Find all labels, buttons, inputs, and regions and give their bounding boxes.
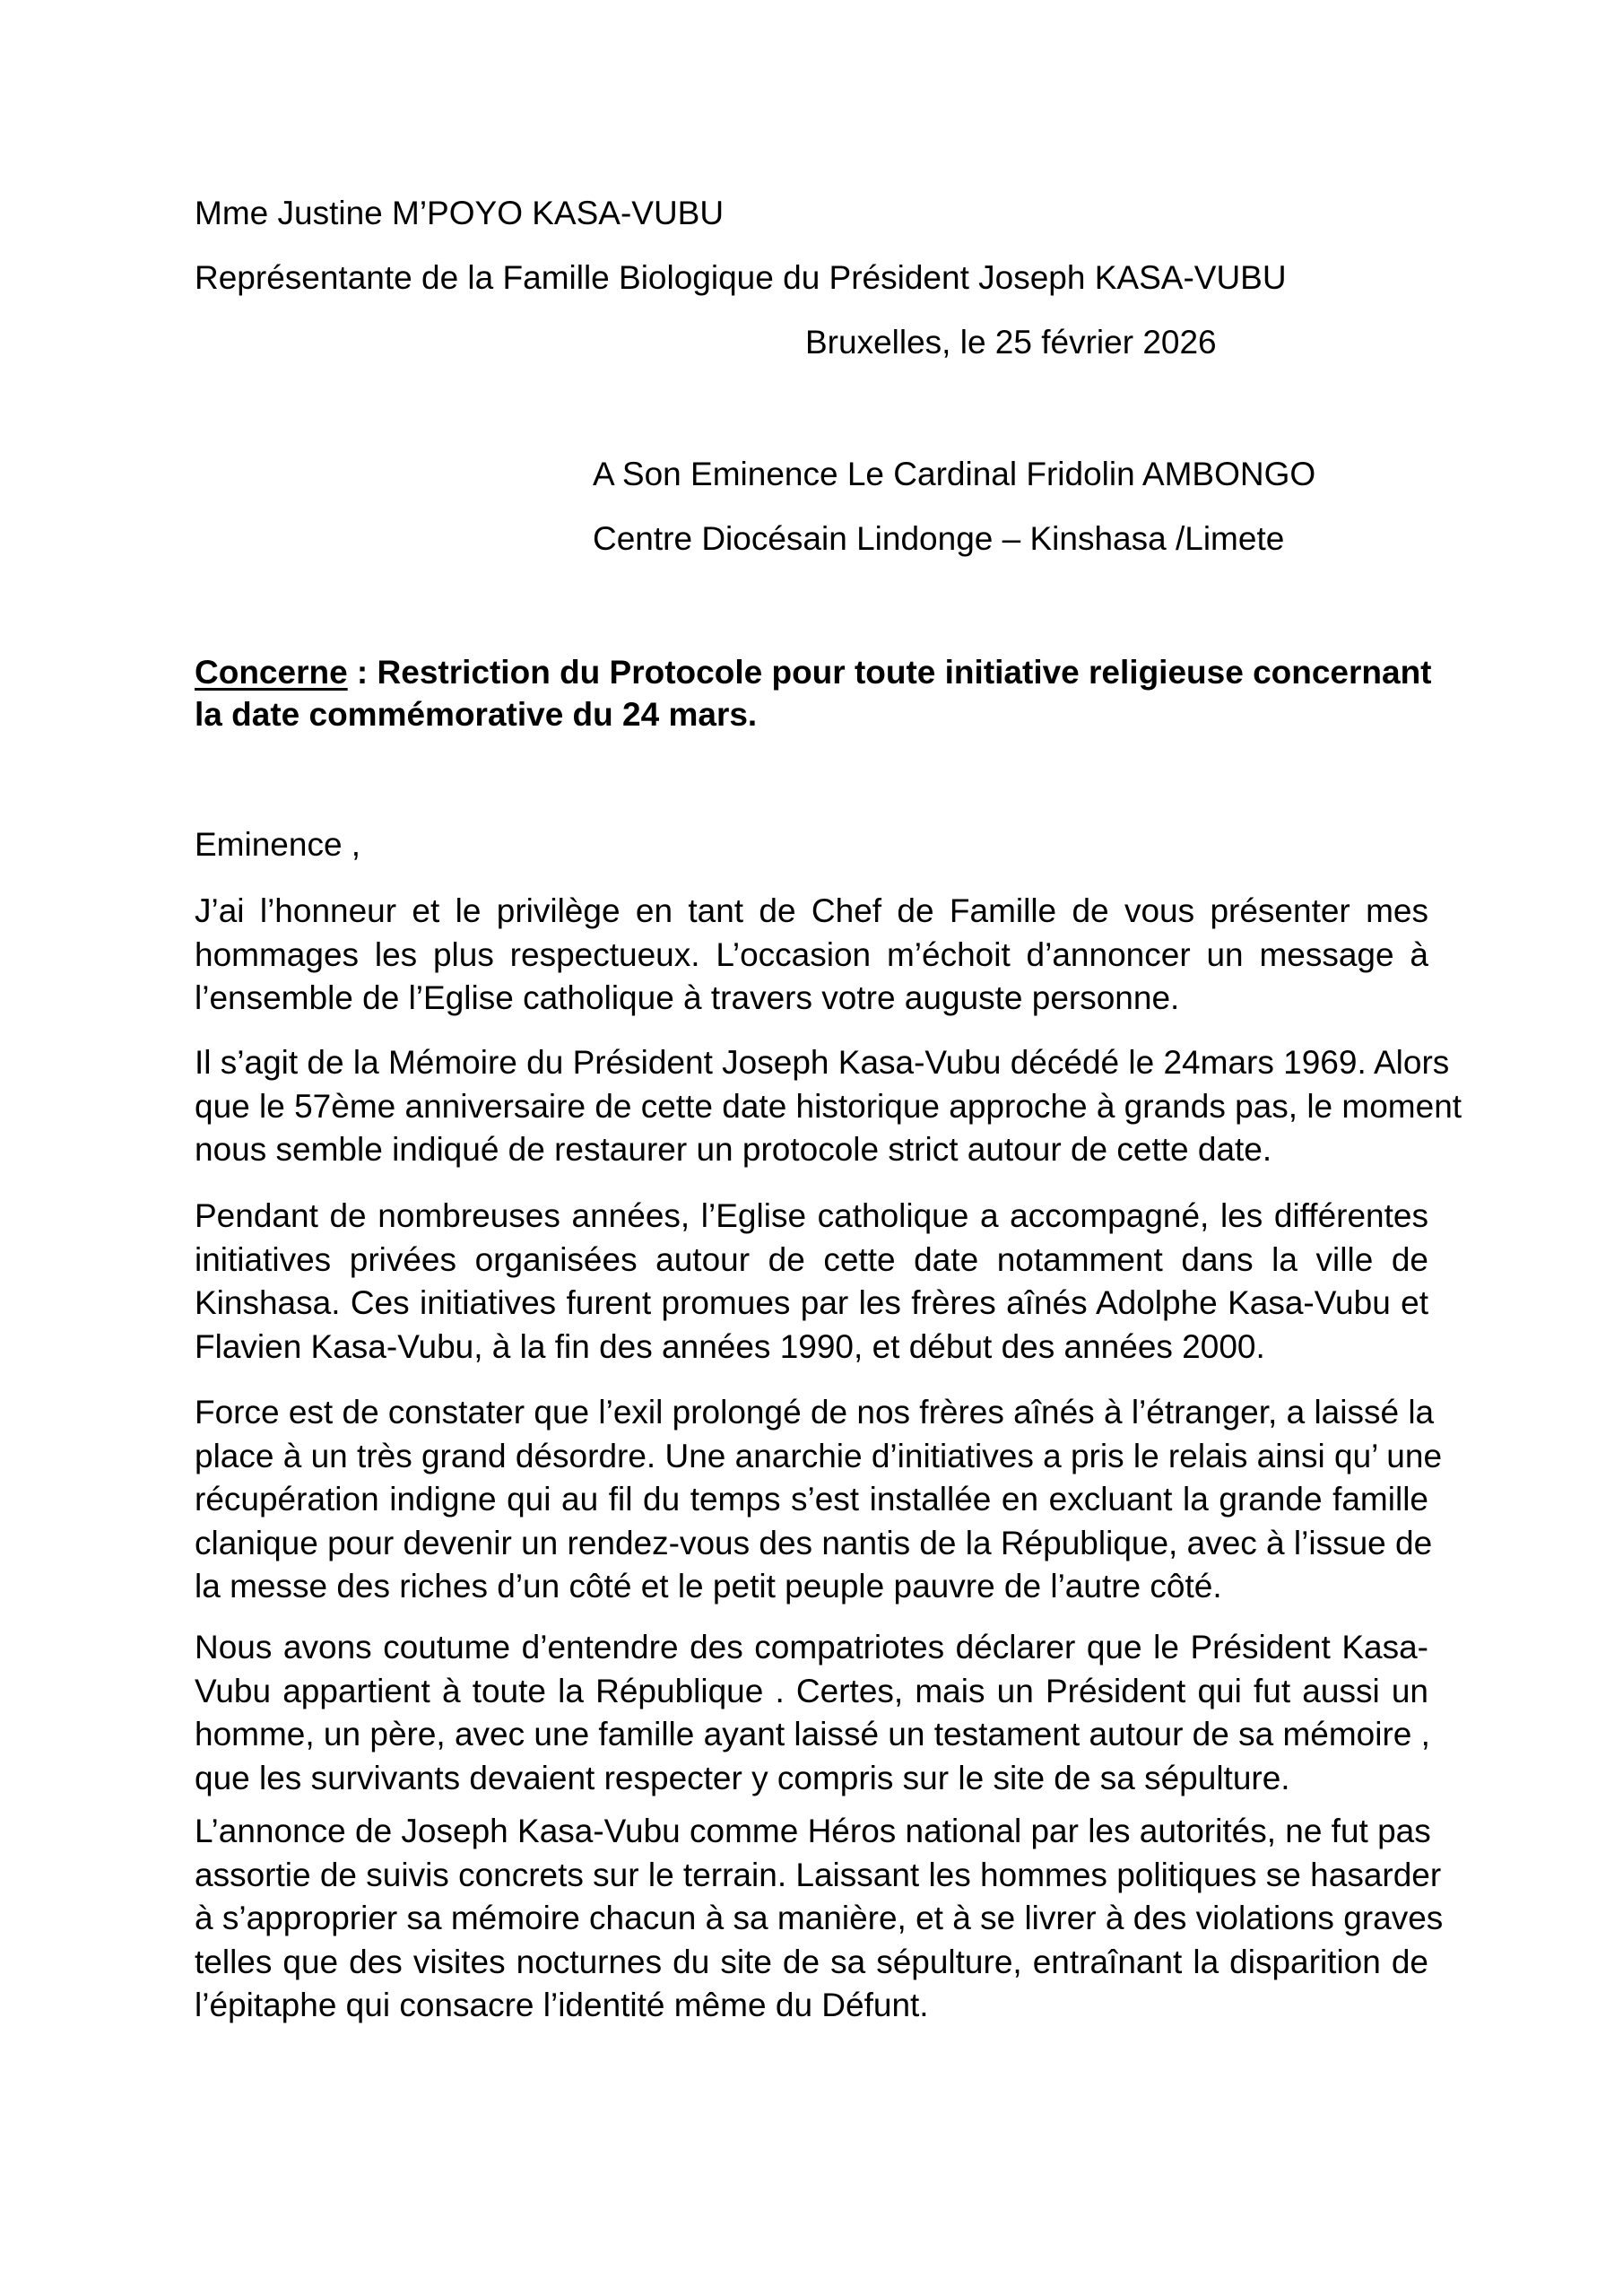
paragraph-1	[195, 890, 1428, 1021]
recipient-line-1: A Son Eminence Le Cardinal Fridolin AMBONGO	[593, 456, 1316, 492]
paragraph-line: Pendant de nombreuses années, l’Eglise catholique a accompagné, les différentes	[195, 1197, 1428, 1234]
paragraph-line: Nous avons coutume d’entendre des compatriotes déclarer que le Président Kasa-	[195, 1629, 1428, 1665]
paragraph-3	[195, 1195, 1428, 1369]
paragraph-line: Vubu appartient à toute la République . Certes, mais un Président qui fut aussi un	[195, 1672, 1428, 1709]
subject-line-2: la date commémorative du 24 mars.	[195, 696, 758, 733]
paragraph-4	[195, 1391, 1443, 1609]
subject-line-1	[195, 651, 1432, 693]
paragraph-line: homme, un père, avec une famille ayant laissé un testament autour de sa mémoire ,	[195, 1716, 1430, 1752]
paragraph-line: que les survivants devaient respecter y compris sur le site de sa sépulture.	[195, 1759, 1290, 1796]
paragraph-line: J’ai l’honneur et le privilège en tant de Chef de Famille de vous présenter mes	[195, 892, 1428, 929]
subject-text: : Restriction du Protocole pour toute initiative religieuse concernant	[347, 654, 1432, 691]
paragraph-line: assortie de suivis concrets sur le terrain. Laissant les hommes politiques se hasarder	[195, 1856, 1442, 1893]
paragraph-line: l’ensemble de l’Eglise catholique à travers votre auguste personne.	[195, 979, 1180, 1016]
recipient-line-2: Centre Diocésain Lindonge – Kinshasa /Limete	[593, 520, 1285, 557]
paragraph-line: hommages les plus respectueux. L’occasion m’échoit d’annoncer un message à	[195, 935, 1428, 973]
paragraph-line: place à un très grand désordre. Une anarchie d’initiatives a pris le relais ainsi qu’ une	[195, 1437, 1443, 1474]
paragraph-line: clanique pour devenir un rendez-vous des nantis de la République, avec à l’issue de	[195, 1524, 1433, 1561]
subject-label: Concerne	[195, 654, 348, 691]
date-line: Bruxelles, le 25 février 2026	[805, 324, 1217, 361]
paragraph-line: telles que des visites nocturnes du site de sa sépulture, entraînant la disparition de	[195, 1943, 1428, 1980]
paragraph-5	[195, 1626, 1428, 1800]
paragraph-line: à s’approprier sa mémoire chacun à sa manière, et à se livrer à des violations graves	[195, 1900, 1444, 1936]
subject	[195, 651, 1432, 735]
paragraph-line: initiatives privées organisées autour de cette date notamment dans la ville de	[195, 1240, 1428, 1278]
paragraph-line: Kinshasa. Ces initiatives furent promues par les frères aînés Adolphe Kasa-Vubu et	[195, 1284, 1428, 1321]
paragraph-line: récupération indigne qui au fil du temps s’est installée en excluant la grande famille	[195, 1481, 1428, 1518]
sender-name: Mme Justine M’POYO KASA-VUBU	[195, 195, 725, 231]
paragraph-line: la messe des riches d’un côté et le petit peuple pauvre de l’autre côté.	[195, 1568, 1222, 1605]
paragraph-2	[195, 1041, 1462, 1172]
salutation: Eminence ,	[195, 826, 361, 863]
paragraph-line: nous semble indiqué de restaurer un protocole strict autour de cette date.	[195, 1131, 1272, 1168]
paragraph-line: Force est de constater que l’exil prolongé de nos frères aînés à l’étranger, a laissé la	[195, 1394, 1435, 1431]
paragraph-line: Flavien Kasa-Vubu, à la fin des années 1990, et début des années 2000.	[195, 1327, 1265, 1365]
paragraph-6	[195, 1810, 1444, 2028]
paragraph-line: L’annonce de Joseph Kasa-Vubu comme Héros national par les autorités, ne fut pas	[195, 1813, 1431, 1849]
paragraph-line: que le 57ème anniversaire de cette date historique approche à grands pas, le moment	[195, 1087, 1462, 1125]
paragraph-line: Il s’agit de la Mémoire du Président Joseph Kasa-Vubu décédé le 24mars 1969. Alors	[195, 1044, 1450, 1081]
paragraph-line: l’épitaphe qui consacre l’identité même du Défunt.	[195, 1987, 929, 2023]
sender-title: Représentante de la Famille Biologique du Président Joseph KASA-VUBU	[195, 259, 1287, 296]
